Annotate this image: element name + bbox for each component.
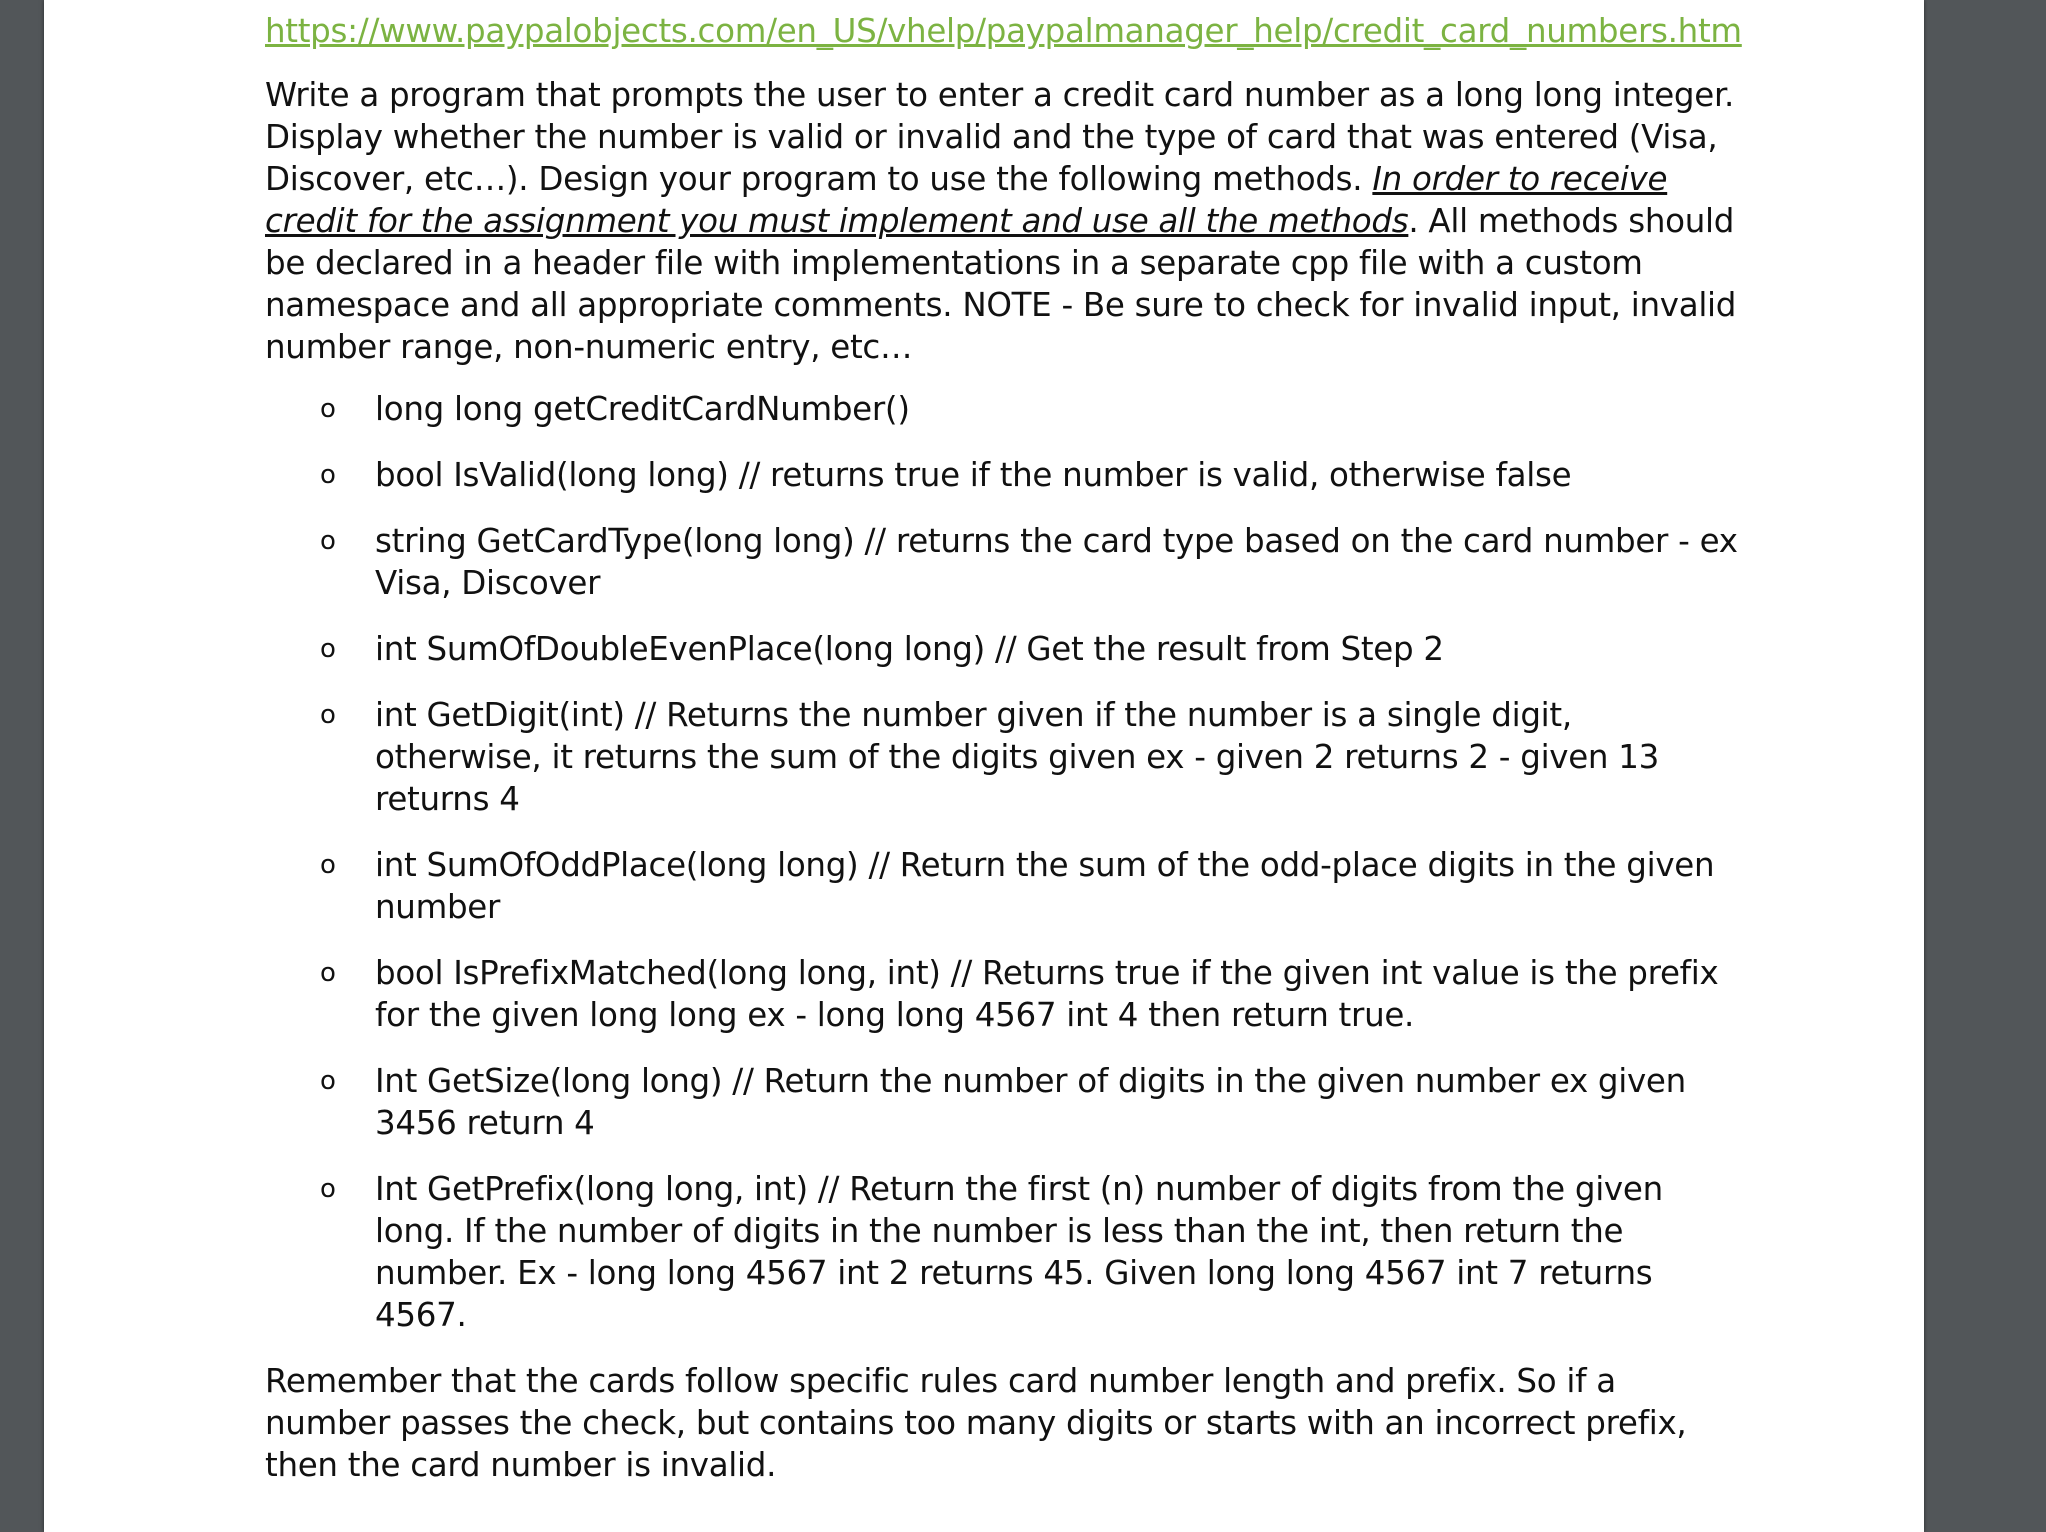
intro-emphasis: In order to receive credit for the assignment you must implement and use all the methods bbox=[265, 160, 1668, 240]
method-text: int SumOfOddPlace(long long) // Return the sum of the odd-place digits in the given number bbox=[375, 846, 1715, 926]
paypal-reference-link[interactable]: https://www.paypalobjects.com/en_US/vhelp/paypalmanager_help/credit_card_numbers.htm bbox=[265, 12, 1742, 50]
method-text: string GetCardType(long long) // returns the card type based on the card number - ex Visa, Discover bbox=[375, 522, 1738, 602]
method-item bbox=[265, 952, 1745, 1036]
method-item bbox=[265, 628, 1745, 670]
method-item bbox=[265, 388, 1745, 430]
method-item bbox=[265, 694, 1745, 820]
method-list bbox=[265, 388, 1745, 1336]
closing-paragraph: Remember that the cards follow specific rules card number length and prefix. So if a number passes the check, but contains too many digits or starts with an incorrect prefix, then the card number is invalid. bbox=[265, 1362, 1687, 1484]
document-page bbox=[44, 0, 1924, 1532]
intro-text-part2: . All methods should be declared in a header file with implementations in a separate cpp file with a custom namespace and all appropriate comments. NOTE - Be sure to check for invalid input, invalid number range, non-numeric entry, etc… bbox=[265, 202, 1737, 366]
method-text: int SumOfDoubleEvenPlace(long long) // Get the result from Step 2 bbox=[375, 630, 1444, 668]
method-text: Int GetSize(long long) // Return the number of digits in the given number ex given 3456 return 4 bbox=[375, 1062, 1686, 1142]
bullet-icon: o bbox=[320, 460, 336, 490]
method-text: bool IsValid(long long) // returns true if the number is valid, otherwise false bbox=[375, 456, 1572, 494]
method-text: Int GetPrefix(long long, int) // Return the first (n) number of digits from the given long. If the number of digits in the number is less than the int, then return the number. Ex - long long 4567 int 2 returns 45. Given long long 4567 int 7 returns 4567. bbox=[375, 1170, 1663, 1334]
method-item bbox=[265, 1060, 1745, 1144]
bullet-icon: o bbox=[320, 958, 336, 988]
bullet-icon: o bbox=[320, 700, 336, 730]
method-item bbox=[265, 454, 1745, 496]
method-text: bool IsPrefixMatched(long long, int) // Returns true if the given int value is the prefix for the given long long ex - long long 4567 int 4 then return true. bbox=[375, 954, 1719, 1034]
method-text: int GetDigit(int) // Returns the number given if the number is a single digit, otherwise, it returns the sum of the digits given ex - given 2 returns 2 - given 13 returns 4 bbox=[375, 696, 1660, 818]
bullet-icon: o bbox=[320, 526, 336, 556]
intro-text-part1: Write a program that prompts the user to enter a credit card number as a long long integer. Display whether the number is valid or invalid and the type of card that was entered (Visa, Discover, etc…). Design your program to use the following methods. bbox=[265, 76, 1735, 198]
bullet-icon: o bbox=[320, 1174, 336, 1204]
method-item bbox=[265, 1168, 1745, 1336]
bullet-icon: o bbox=[320, 850, 336, 880]
intro-paragraph bbox=[265, 74, 1745, 368]
bullet-icon: o bbox=[320, 634, 336, 664]
page-content bbox=[265, 10, 1745, 1506]
bullet-icon: o bbox=[320, 1066, 336, 1096]
method-item bbox=[265, 844, 1745, 928]
method-item bbox=[265, 520, 1745, 604]
method-text: long long getCreditCardNumber() bbox=[375, 390, 910, 428]
bullet-icon: o bbox=[320, 394, 336, 424]
